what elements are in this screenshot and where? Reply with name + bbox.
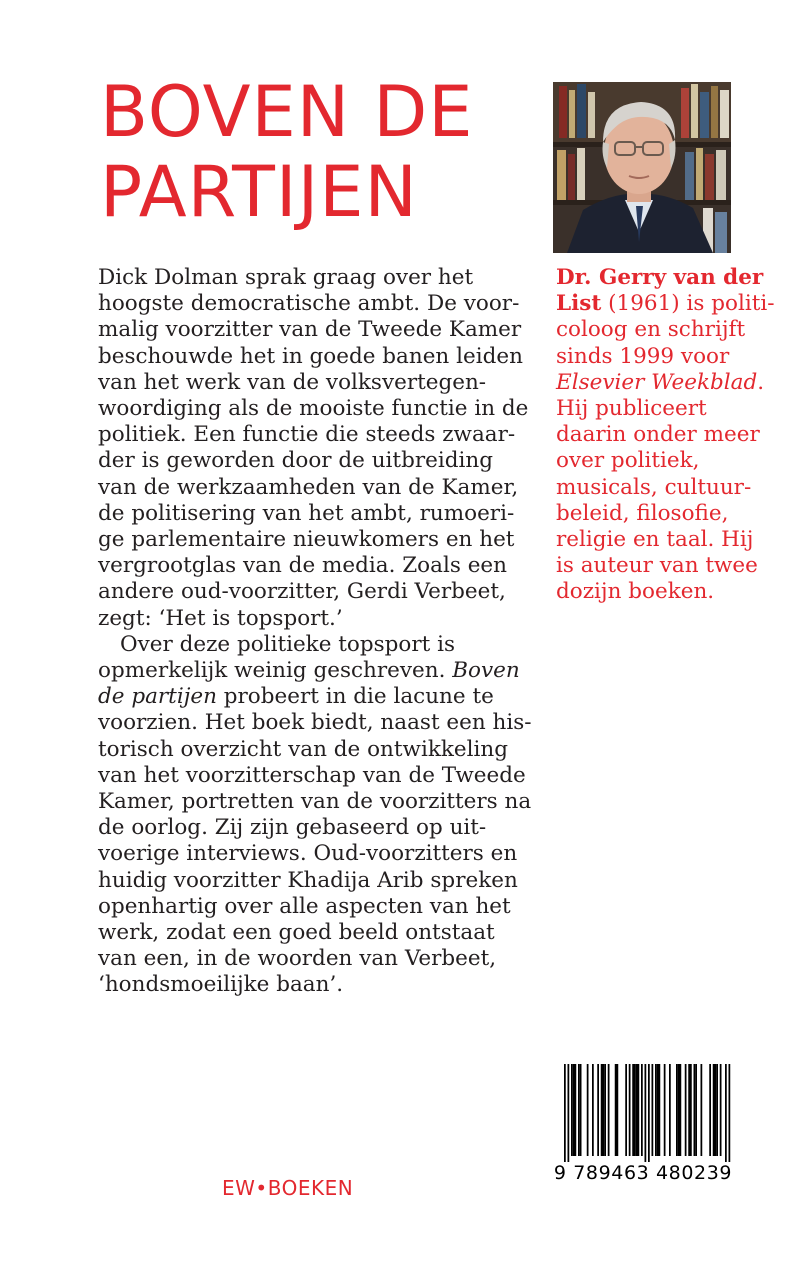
book-title bbox=[100, 72, 520, 232]
barcode-bar bbox=[604, 1064, 606, 1156]
barcode-bar bbox=[603, 1064, 605, 1156]
bio-line: Hij publiceert bbox=[556, 396, 707, 422]
barcode-bar bbox=[648, 1064, 650, 1162]
bio-line bbox=[556, 369, 765, 396]
barcode-bar bbox=[729, 1064, 731, 1162]
blurb-line: openhartig over alle aspecten van het bbox=[98, 893, 511, 919]
barcode-bar bbox=[587, 1064, 589, 1156]
bio-line: daarin onder meer bbox=[556, 422, 760, 448]
barcode-bar bbox=[652, 1064, 654, 1156]
blurb-paragraph-2 bbox=[98, 631, 532, 999]
bio-line: sinds 1999 voor bbox=[556, 343, 730, 369]
isbn-barcode bbox=[548, 1058, 738, 1192]
blurb-line: malig voorzitter van de Tweede Kamer bbox=[98, 317, 522, 343]
blurb-line: van het voorzitterschap van de Tweede bbox=[98, 762, 526, 788]
bio-line: dozijn boeken. bbox=[556, 579, 715, 605]
barcode-bar bbox=[580, 1064, 582, 1156]
barcode-bar bbox=[694, 1064, 696, 1156]
barcode-bar bbox=[568, 1064, 570, 1162]
barcode-bar bbox=[645, 1064, 647, 1162]
blurb-paragraph-1 bbox=[98, 265, 529, 632]
blurb-line: beschouwde het in goede banen leiden bbox=[98, 343, 523, 369]
barcode-bar bbox=[634, 1064, 636, 1156]
barcode-bar bbox=[701, 1064, 703, 1156]
author-name: List bbox=[556, 291, 602, 317]
blurb-line: Over deze politieke topsport is bbox=[120, 631, 456, 657]
blurb-line: woordiging als de mooiste functie in de bbox=[98, 396, 529, 422]
author-bio bbox=[556, 265, 775, 606]
barcode-bar bbox=[636, 1064, 638, 1156]
blurb-line: politiek. Een functie die steeds zwaar- bbox=[98, 422, 516, 448]
bio-line: religie en taal. Hij bbox=[556, 527, 754, 553]
bio-line: over politiek, bbox=[556, 448, 700, 474]
blurb-line: torisch overzicht van de ontwikkeling bbox=[98, 736, 508, 762]
barcode-bar bbox=[657, 1064, 659, 1156]
barcode-bar bbox=[664, 1064, 666, 1156]
barcode-bar bbox=[638, 1064, 640, 1156]
barcode-bar bbox=[601, 1064, 603, 1156]
barcode-bar bbox=[655, 1064, 657, 1156]
isbn-number: 9 789463 480239 bbox=[553, 1162, 733, 1184]
barcode-bar bbox=[680, 1064, 682, 1156]
blurb-line: zegt: ‘Het is topsport.’ bbox=[98, 605, 343, 631]
blurb-line: voorzien. Het boek biedt, naast een his- bbox=[98, 710, 532, 736]
publisher-logo: EW•BOEKEN bbox=[222, 1176, 354, 1200]
title-line-1: BOVEN DE bbox=[100, 71, 474, 153]
blurb-line: van het werk van de volksvertegen- bbox=[98, 369, 487, 395]
blurb-line: andere oud-voorzitter, Gerdi Verbeet, bbox=[98, 579, 506, 605]
blurb-line: de politisering van het ambt, rumoeri- bbox=[98, 500, 515, 526]
barcode-bar bbox=[571, 1064, 573, 1156]
blurb-line: ge parlementaire nieuwkomers en het bbox=[98, 527, 515, 553]
author-portrait-icon bbox=[553, 82, 731, 253]
blurb-text: opmerkelijk weinig geschreven. bbox=[98, 658, 453, 684]
barcode-bar bbox=[715, 1064, 717, 1156]
blurb-line: der is geworden door de uitbreiding bbox=[98, 448, 493, 474]
barcode-bar bbox=[725, 1064, 727, 1162]
barcode-bar bbox=[685, 1064, 687, 1156]
bio-text: (1961) is politi- bbox=[601, 291, 775, 317]
book-title-inline: de partijen bbox=[98, 684, 217, 710]
barcode-bar bbox=[720, 1064, 722, 1156]
barcode-bar bbox=[713, 1064, 715, 1156]
barcode-bar bbox=[632, 1064, 634, 1156]
bio-line: beleid, filosofie, bbox=[556, 500, 729, 526]
barcode-bar bbox=[617, 1064, 619, 1156]
blurb-line: ‘hondsmoeilijke baan’. bbox=[98, 972, 344, 998]
title-line-2: PARTIJEN bbox=[100, 151, 418, 233]
barcode-bar bbox=[690, 1064, 692, 1156]
barcode-bar bbox=[625, 1064, 627, 1156]
bio-line: coloog en schrijft bbox=[556, 317, 746, 343]
barcode-bar bbox=[688, 1064, 690, 1156]
bio-line: musicals, cultuur- bbox=[556, 474, 752, 500]
blurb-line bbox=[98, 684, 518, 710]
blurb-line: van een, in de woorden van Verbeet, bbox=[98, 946, 497, 972]
blurb-line: vergrootglas van de media. Zoals een bbox=[98, 553, 507, 579]
barcode-bar bbox=[676, 1064, 678, 1156]
barcode-bar bbox=[564, 1064, 566, 1162]
book-title-inline: Boven bbox=[452, 658, 520, 684]
barcode-bar bbox=[709, 1064, 711, 1156]
barcode-bar bbox=[575, 1064, 577, 1156]
barcode-bar bbox=[669, 1064, 671, 1156]
barcode-bar bbox=[641, 1064, 643, 1156]
barcode-bar bbox=[597, 1064, 599, 1156]
blurb-line: de oorlog. Zij zijn gebaseerd op uit- bbox=[98, 815, 487, 841]
barcode-bar bbox=[716, 1064, 718, 1156]
magazine-name: Elsevier Weekblad bbox=[556, 369, 758, 395]
back-cover-blurb bbox=[98, 265, 532, 999]
blurb-line: huidig voorzitter Khadija Arib spreken bbox=[98, 867, 518, 893]
blurb-line bbox=[98, 658, 518, 684]
blurb-line: Dick Dolman sprak graag over het bbox=[98, 265, 474, 290]
blurb-line: van de werkzaamheden van de Kamer, bbox=[98, 474, 519, 500]
blurb-line: hoogste democratische ambt. De voor- bbox=[98, 291, 520, 317]
bio-line: is auteur van twee bbox=[556, 553, 758, 579]
author-photo bbox=[553, 82, 731, 253]
blurb-line: Kamer, portretten van de voorzitters na bbox=[98, 789, 532, 815]
blurb-text: probeert in die lacune te bbox=[216, 684, 494, 710]
barcode-bar bbox=[573, 1064, 575, 1156]
barcode-bar bbox=[695, 1064, 697, 1156]
barcode-bar bbox=[629, 1064, 631, 1156]
bio-line bbox=[556, 265, 764, 291]
barcode-bar bbox=[592, 1064, 594, 1156]
barcode-bar bbox=[578, 1064, 580, 1156]
author-name: Dr. Gerry van der bbox=[556, 265, 764, 290]
blurb-line: voerige interviews. Oud-voorzitters en bbox=[98, 841, 518, 867]
barcode-bar bbox=[659, 1064, 661, 1156]
barcode-bars bbox=[548, 1058, 738, 1162]
barcode-bar bbox=[678, 1064, 680, 1156]
bio-text: . bbox=[757, 369, 765, 395]
barcode-bar bbox=[608, 1064, 610, 1156]
blurb-line: werk, zodat een goed beeld ontstaat bbox=[98, 920, 495, 946]
barcode-bar bbox=[615, 1064, 617, 1156]
bio-line bbox=[556, 291, 775, 317]
